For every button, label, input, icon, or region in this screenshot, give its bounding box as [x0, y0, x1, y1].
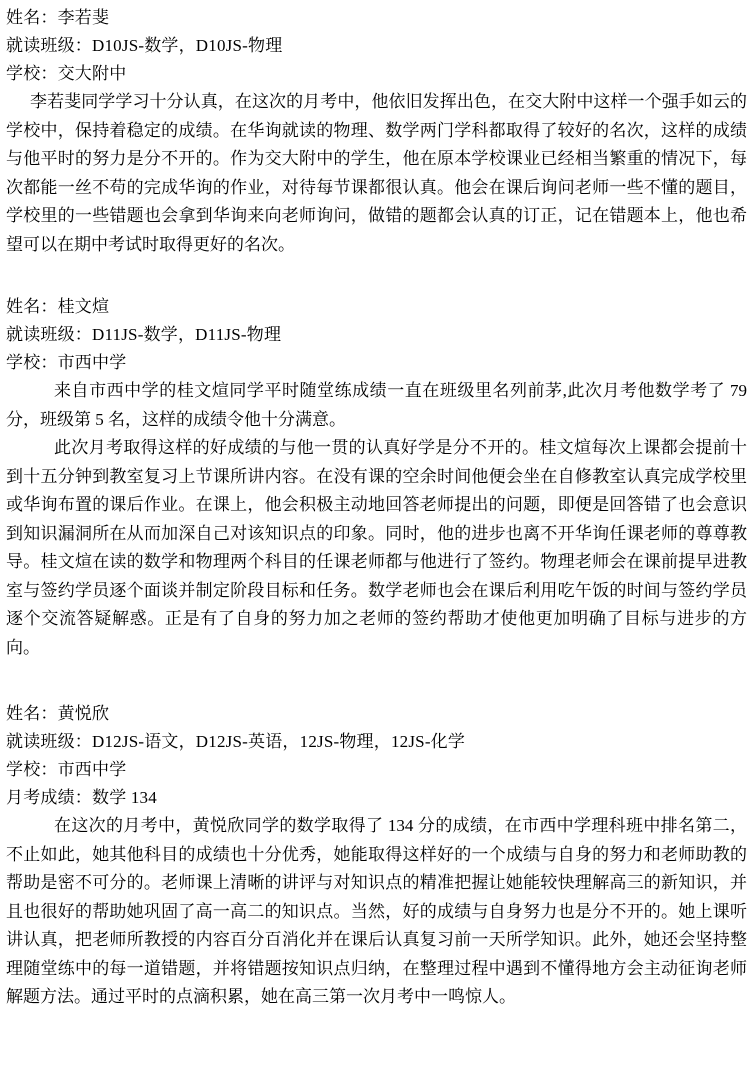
student-class-value: D10JS-数学，D10JS-物理	[92, 36, 283, 55]
student-school-value: 市西中学	[57, 353, 127, 372]
student-entry	[6, 700, 747, 1012]
student-exam-score-line	[6, 784, 747, 812]
section-divider	[6, 263, 747, 293]
school-label: 学校：	[6, 353, 58, 372]
class-label: 就读班级：	[6, 325, 92, 344]
school-label: 学校：	[6, 760, 58, 779]
class-label: 就读班级：	[6, 732, 92, 751]
student-school-line	[6, 349, 747, 377]
student-school-value: 市西中学	[57, 760, 127, 779]
student-description-paragraph: 李若斐同学学习十分认真，在这次的月考中，他依旧发挥出色，在交大附中这样一个强手如云的学校中，保持着稳定的成绩。在华询就读的物理、数学两门学科都取得了较好的名次，这样的成绩与他平时的努力是分不开的。作为交大附中的学生，他在原本学校课业已经相当繁重的情况下，每次都能一丝不苟的完成华询的作业，对待每节课都很认真。他会在课后询问老师一些不懂的题目，学校里的一些错题也会拿到华询来向老师询问，做错的题都会认真的订正，记在错题本上，他也希望可以在期中考试时取得更好的名次。	[6, 92, 747, 254]
name-label: 姓名：	[6, 8, 58, 27]
student-school-line	[6, 756, 747, 784]
exam-score-label: 月考成绩：	[6, 788, 92, 807]
section-divider	[6, 666, 747, 700]
student-name-value: 黄悦欣	[57, 704, 110, 723]
school-label: 学校：	[6, 64, 58, 83]
student-class-line	[6, 728, 747, 756]
student-class-line	[6, 32, 747, 60]
student-name-line	[6, 293, 747, 321]
student-school-value: 交大附中	[57, 64, 127, 83]
student-class-value: D11JS-数学，D11JS-物理	[92, 325, 282, 344]
student-name-value: 李若斐	[57, 8, 110, 27]
name-label: 姓名：	[6, 297, 58, 316]
student-description-paragraph: 在这次的月考中，黄悦欣同学的数学取得了 134 分的成绩，在市西中学理科班中排名第二，不止如此，她其他科目的成绩也十分优秀，她能取得这样好的一个成绩与自身的努力和老师助教的帮助是密不可分的。老师课上清晰的讲评与对知识点的精准把握让她能较快理解高三的新知识，并且也很好的帮助她巩固了高一高二的知识点。当然，好的成绩与自身努力也是分不开的。她上课听讲认真，把老师所教授的内容百分百消化并在课后认真复习前一天所学知识。此外，她还会坚持整理随堂练中的每一道错题，并将错题按知识点归纳，在整理过程中遇到不懂得地方会主动征询老师解题方法。通过平时的点滴积累，她在高三第一次月考中一鸣惊人。	[6, 816, 747, 1006]
student-description-paragraph: 此次月考取得这样的好成绩的与他一贯的认真好学是分不开的。桂文煊每次上课都会提前十到十五分钟到教室复习上节课所讲内容。在没有课的空余时间他便会坐在自修教室认真完成学校里或华询布置的课后作业。在课上，他会积极主动地回答老师提出的问题，即便是回答错了也会意识到知识漏洞所在从而加深自己对该知识点的印象。同时，他的进步也离不开华询任课老师的尊尊教导。桂文煊在读的数学和物理两个科目的任课老师都与他进行了签约。物理老师会在课前提早进教室与签约学员逐个面谈并制定阶段目标和任务。数学老师也会在课后利用吃午饭的时间与签约学员逐个交流答疑解惑。正是有了自身的努力加之老师的签约帮助才使他更加明确了目标与进步的方向。	[6, 438, 747, 657]
student-entry	[6, 293, 747, 662]
student-description-paragraph: 来自市西中学的桂文煊同学平时随堂练成绩一直在班级里名列前茅,此次月考他数学考了 79 分，班级第 5 名，这样的成绩令他十分满意。	[6, 381, 747, 429]
student-name-value: 桂文煊	[57, 297, 110, 316]
student-entry	[6, 4, 747, 259]
student-name-line	[6, 4, 747, 32]
class-label: 就读班级：	[6, 36, 92, 55]
student-school-line	[6, 60, 747, 88]
student-class-value: D12JS-语文，D12JS-英语，12JS-物理，12JS-化学	[92, 732, 466, 751]
student-class-line	[6, 321, 747, 349]
student-exam-score-value: 数学 134	[92, 788, 157, 807]
name-label: 姓名：	[6, 704, 58, 723]
student-name-line	[6, 700, 747, 728]
